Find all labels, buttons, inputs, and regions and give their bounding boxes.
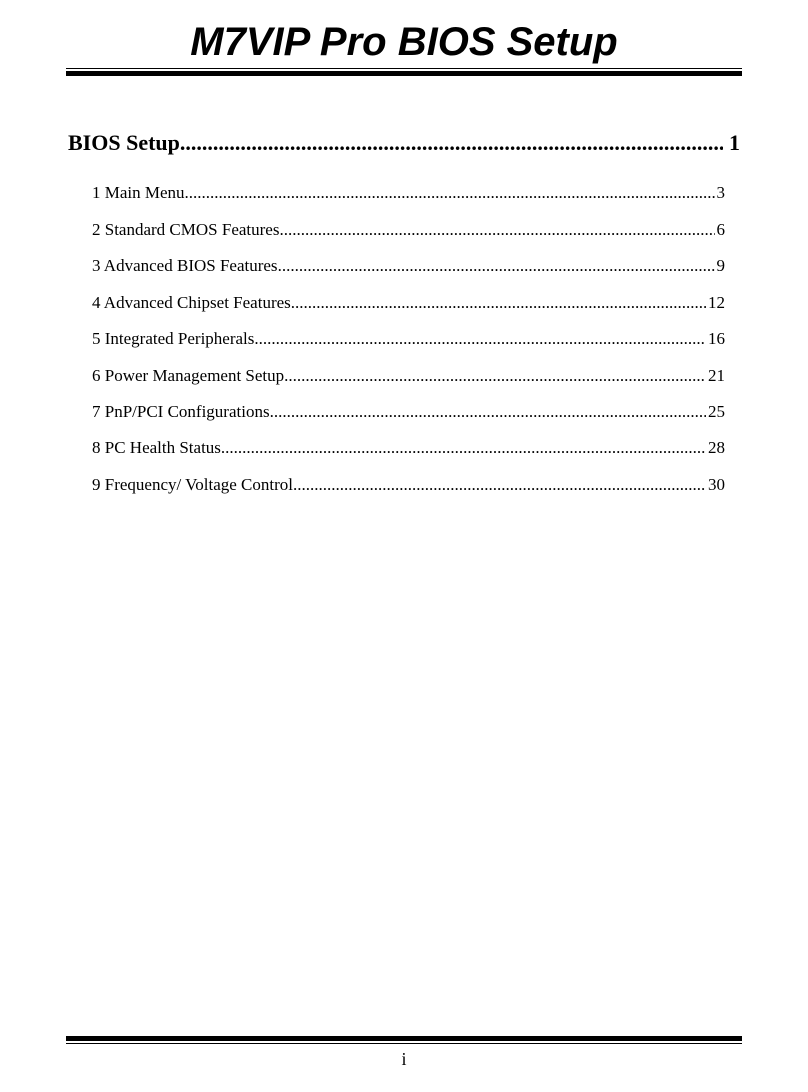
toc-entry-label: 7 PnP/PCI Configurations <box>92 402 270 421</box>
toc-entry-page: 28 <box>708 438 725 457</box>
toc-entry-label: 5 Integrated Peripherals <box>92 329 255 348</box>
toc-leader-dots <box>279 219 714 241</box>
toc-entry-page: 3 <box>716 183 725 202</box>
toc-entry-label: 8 PC Health Status <box>92 438 221 457</box>
footer-rule-thin <box>66 1043 742 1044</box>
toc-entry-page: 9 <box>716 256 725 275</box>
toc-entry-pnp-pci-configurations[interactable] <box>92 401 725 423</box>
toc-entry-label: 2 Standard CMOS Features <box>92 220 280 239</box>
toc-entry-advanced-bios-features[interactable] <box>92 255 725 277</box>
toc-entry-pc-health-status[interactable] <box>92 437 725 459</box>
toc-entry-page: 6 <box>716 220 725 239</box>
toc-entry-label: 1 Main Menu <box>92 183 185 202</box>
toc-entry-label: 3 Advanced BIOS Features <box>92 256 278 275</box>
toc-leader-dots <box>270 401 706 423</box>
toc-entry-frequency-voltage-control[interactable] <box>92 474 725 496</box>
footer-rule-thick <box>66 1036 742 1041</box>
toc-entry-main-menu[interactable] <box>92 182 725 204</box>
toc-entry-page: 16 <box>708 329 725 348</box>
toc-leader-dots <box>254 328 706 350</box>
toc-entry-advanced-chipset-features[interactable] <box>92 292 725 314</box>
toc-entry-label: 6 Power Management Setup <box>92 366 285 385</box>
toc-entry-bios-setup[interactable] <box>68 128 740 158</box>
toc-entry-page: 1 <box>729 130 740 155</box>
toc-entry-label: BIOS Setup <box>68 130 180 155</box>
toc-entry-standard-cmos-features[interactable] <box>92 219 725 241</box>
toc-entry-integrated-peripherals[interactable] <box>92 328 725 350</box>
header-rule-thin <box>66 68 742 69</box>
page-number: i <box>401 1049 407 1069</box>
toc-entry-label: 4 Advanced Chipset Features <box>92 293 291 312</box>
toc-leader-dots <box>293 474 706 496</box>
toc-leader-dots <box>291 292 706 314</box>
toc-entry-page: 25 <box>708 402 725 421</box>
toc-leader-dots <box>185 182 715 204</box>
toc-leader-dots <box>180 128 723 158</box>
toc-entry-page: 12 <box>708 293 725 312</box>
toc-leader-dots <box>221 437 706 459</box>
toc-entry-label: 9 Frequency/ Voltage Control <box>92 475 293 494</box>
toc-leader-dots <box>284 365 706 387</box>
document-title: M7VIP Pro BIOS Setup <box>190 20 618 64</box>
header-rule-thick <box>66 71 742 76</box>
toc-entry-page: 30 <box>708 475 725 494</box>
toc-entry-page: 21 <box>708 366 725 385</box>
toc-leader-dots <box>278 255 715 277</box>
toc-entry-power-management-setup[interactable] <box>92 365 725 387</box>
